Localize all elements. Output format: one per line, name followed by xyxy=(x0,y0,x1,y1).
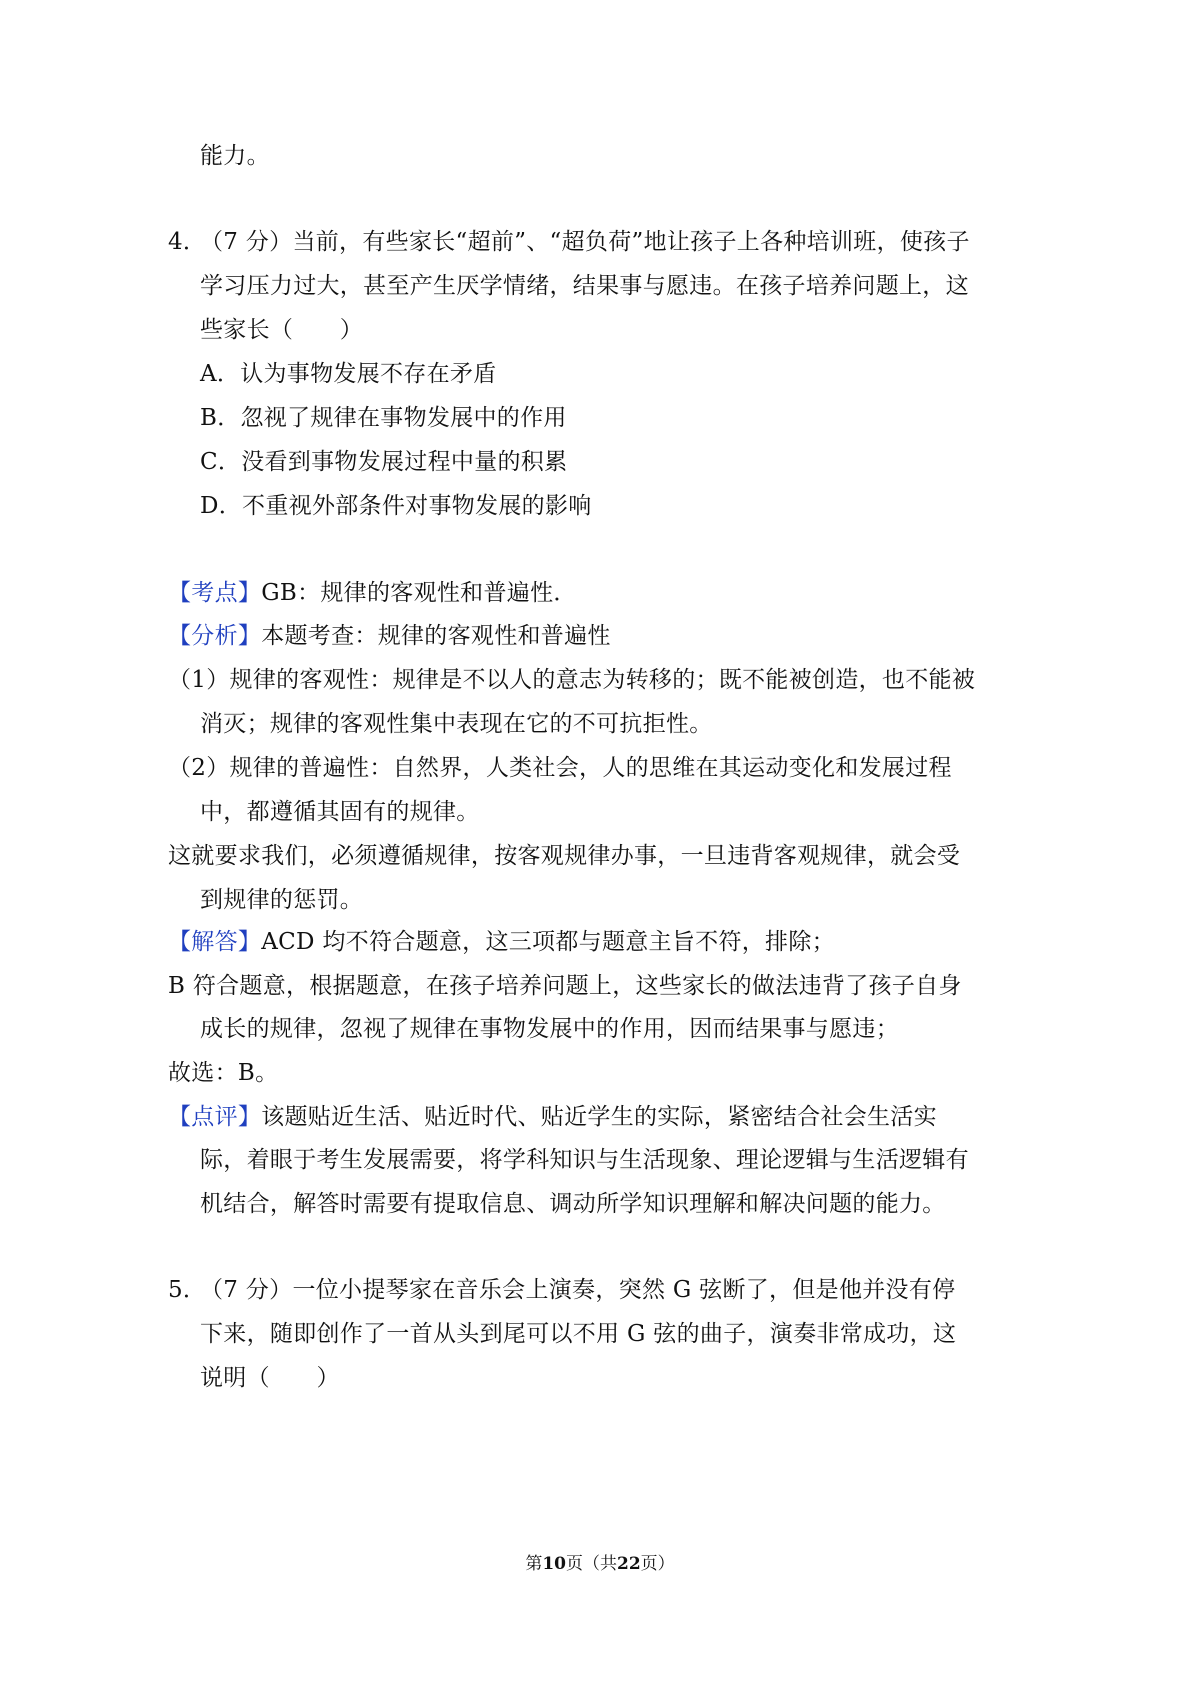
dianping-text: 该题贴近生活、贴近时代、贴近学生的实际，紧密结合社会生活实 xyxy=(261,1104,937,1130)
fenxi-p1-line1: （1）规律的客观性：规律是不以人的意志为转移的；既不能被创造，也不能被 xyxy=(168,667,976,693)
footer-post: 页） xyxy=(640,1554,675,1574)
dianping-line2: 际，着眼于考生发展需要，将学科知识与生活现象、理论逻辑与生活逻辑有 xyxy=(200,1147,969,1173)
fenxi-p2-line2: 中，都遵循其固有的规律。 xyxy=(200,799,480,825)
page-footer xyxy=(0,1552,1200,1576)
prev-answer-tail: 能力。 xyxy=(200,143,270,169)
q4-jieda xyxy=(168,927,835,957)
fenxi-p1-line2: 消灭；规律的客观性集中表现在它的不可抗拒性。 xyxy=(200,711,713,737)
jieda-line4: 故选：B。 xyxy=(168,1060,279,1086)
q4-stem-line3: 些家长（ ） xyxy=(200,317,364,343)
q4-option-b: B．忽视了规律在事物发展中的作用 xyxy=(200,405,567,431)
q4-stem-line1: （7 分）当前，有些家长“超前”、“超负荷”地让孩子上各种培训班，使孩子 xyxy=(200,229,970,255)
fenxi-p3-line2: 到规律的惩罚。 xyxy=(200,887,364,913)
kaodian-tag: 【考点】 xyxy=(168,580,262,606)
q4-number: 4． xyxy=(168,229,207,255)
q4-option-d: D．不重视外部条件对事物发展的影响 xyxy=(200,493,592,519)
dianping-tag: 【点评】 xyxy=(168,1104,262,1130)
fenxi-p2-line1: （2）规律的普遍性：自然界，人类社会，人的思维在其运动变化和发展过程 xyxy=(168,755,952,781)
q5-stem-line3: 说明（ ） xyxy=(200,1365,340,1391)
jieda-line2: B 符合题意，根据题意，在孩子培养问题上，这些家长的做法违背了孩子自身 xyxy=(168,973,962,999)
q5-stem-line2: 下来，随即创作了一首从头到尾可以不用 G 弦的曲子，演奏非常成功，这 xyxy=(200,1321,957,1347)
jieda-line3: 成长的规律，忽视了规律在事物发展中的作用，因而结果事与愿违； xyxy=(200,1016,899,1042)
footer-page-number: 10 xyxy=(542,1554,566,1574)
q4-kaodian xyxy=(168,578,577,608)
footer-pre: 第 xyxy=(525,1554,543,1574)
q4-stem-line2: 学习压力过大，甚至产生厌学情绪，结果事与愿违。在孩子培养问题上，这 xyxy=(200,273,969,299)
q4-dianping xyxy=(168,1102,937,1132)
footer-total-pages: 22 xyxy=(617,1554,641,1574)
fenxi-tag: 【分析】 xyxy=(168,623,262,649)
q4-fenxi xyxy=(168,621,611,651)
jieda-text: ACD 均不符合题意，这三项都与题意主旨不符，排除； xyxy=(261,929,835,955)
q5-stem-line1: （7 分）一位小提琴家在音乐会上演奏，突然 G 弦断了，但是他并没有停 xyxy=(200,1277,956,1303)
fenxi-p3-line1: 这就要求我们，必须遵循规律，按客观规律办事，一旦违背客观规律，就会受 xyxy=(168,843,961,869)
fenxi-text: 本题考查：规律的客观性和普遍性 xyxy=(261,623,611,649)
q5-number: 5． xyxy=(168,1277,207,1303)
footer-mid: 页（共 xyxy=(566,1554,617,1574)
q4-option-c: C．没看到事物发展过程中量的积累 xyxy=(200,449,568,475)
jieda-tag: 【解答】 xyxy=(168,929,262,955)
kaodian-text: GB：规律的客观性和普遍性． xyxy=(261,580,577,606)
q4-option-a: A．认为事物发展不存在矛盾 xyxy=(200,361,497,387)
dianping-line3: 机结合，解答时需要有提取信息、调动所学知识理解和解决问题的能力。 xyxy=(200,1191,946,1217)
